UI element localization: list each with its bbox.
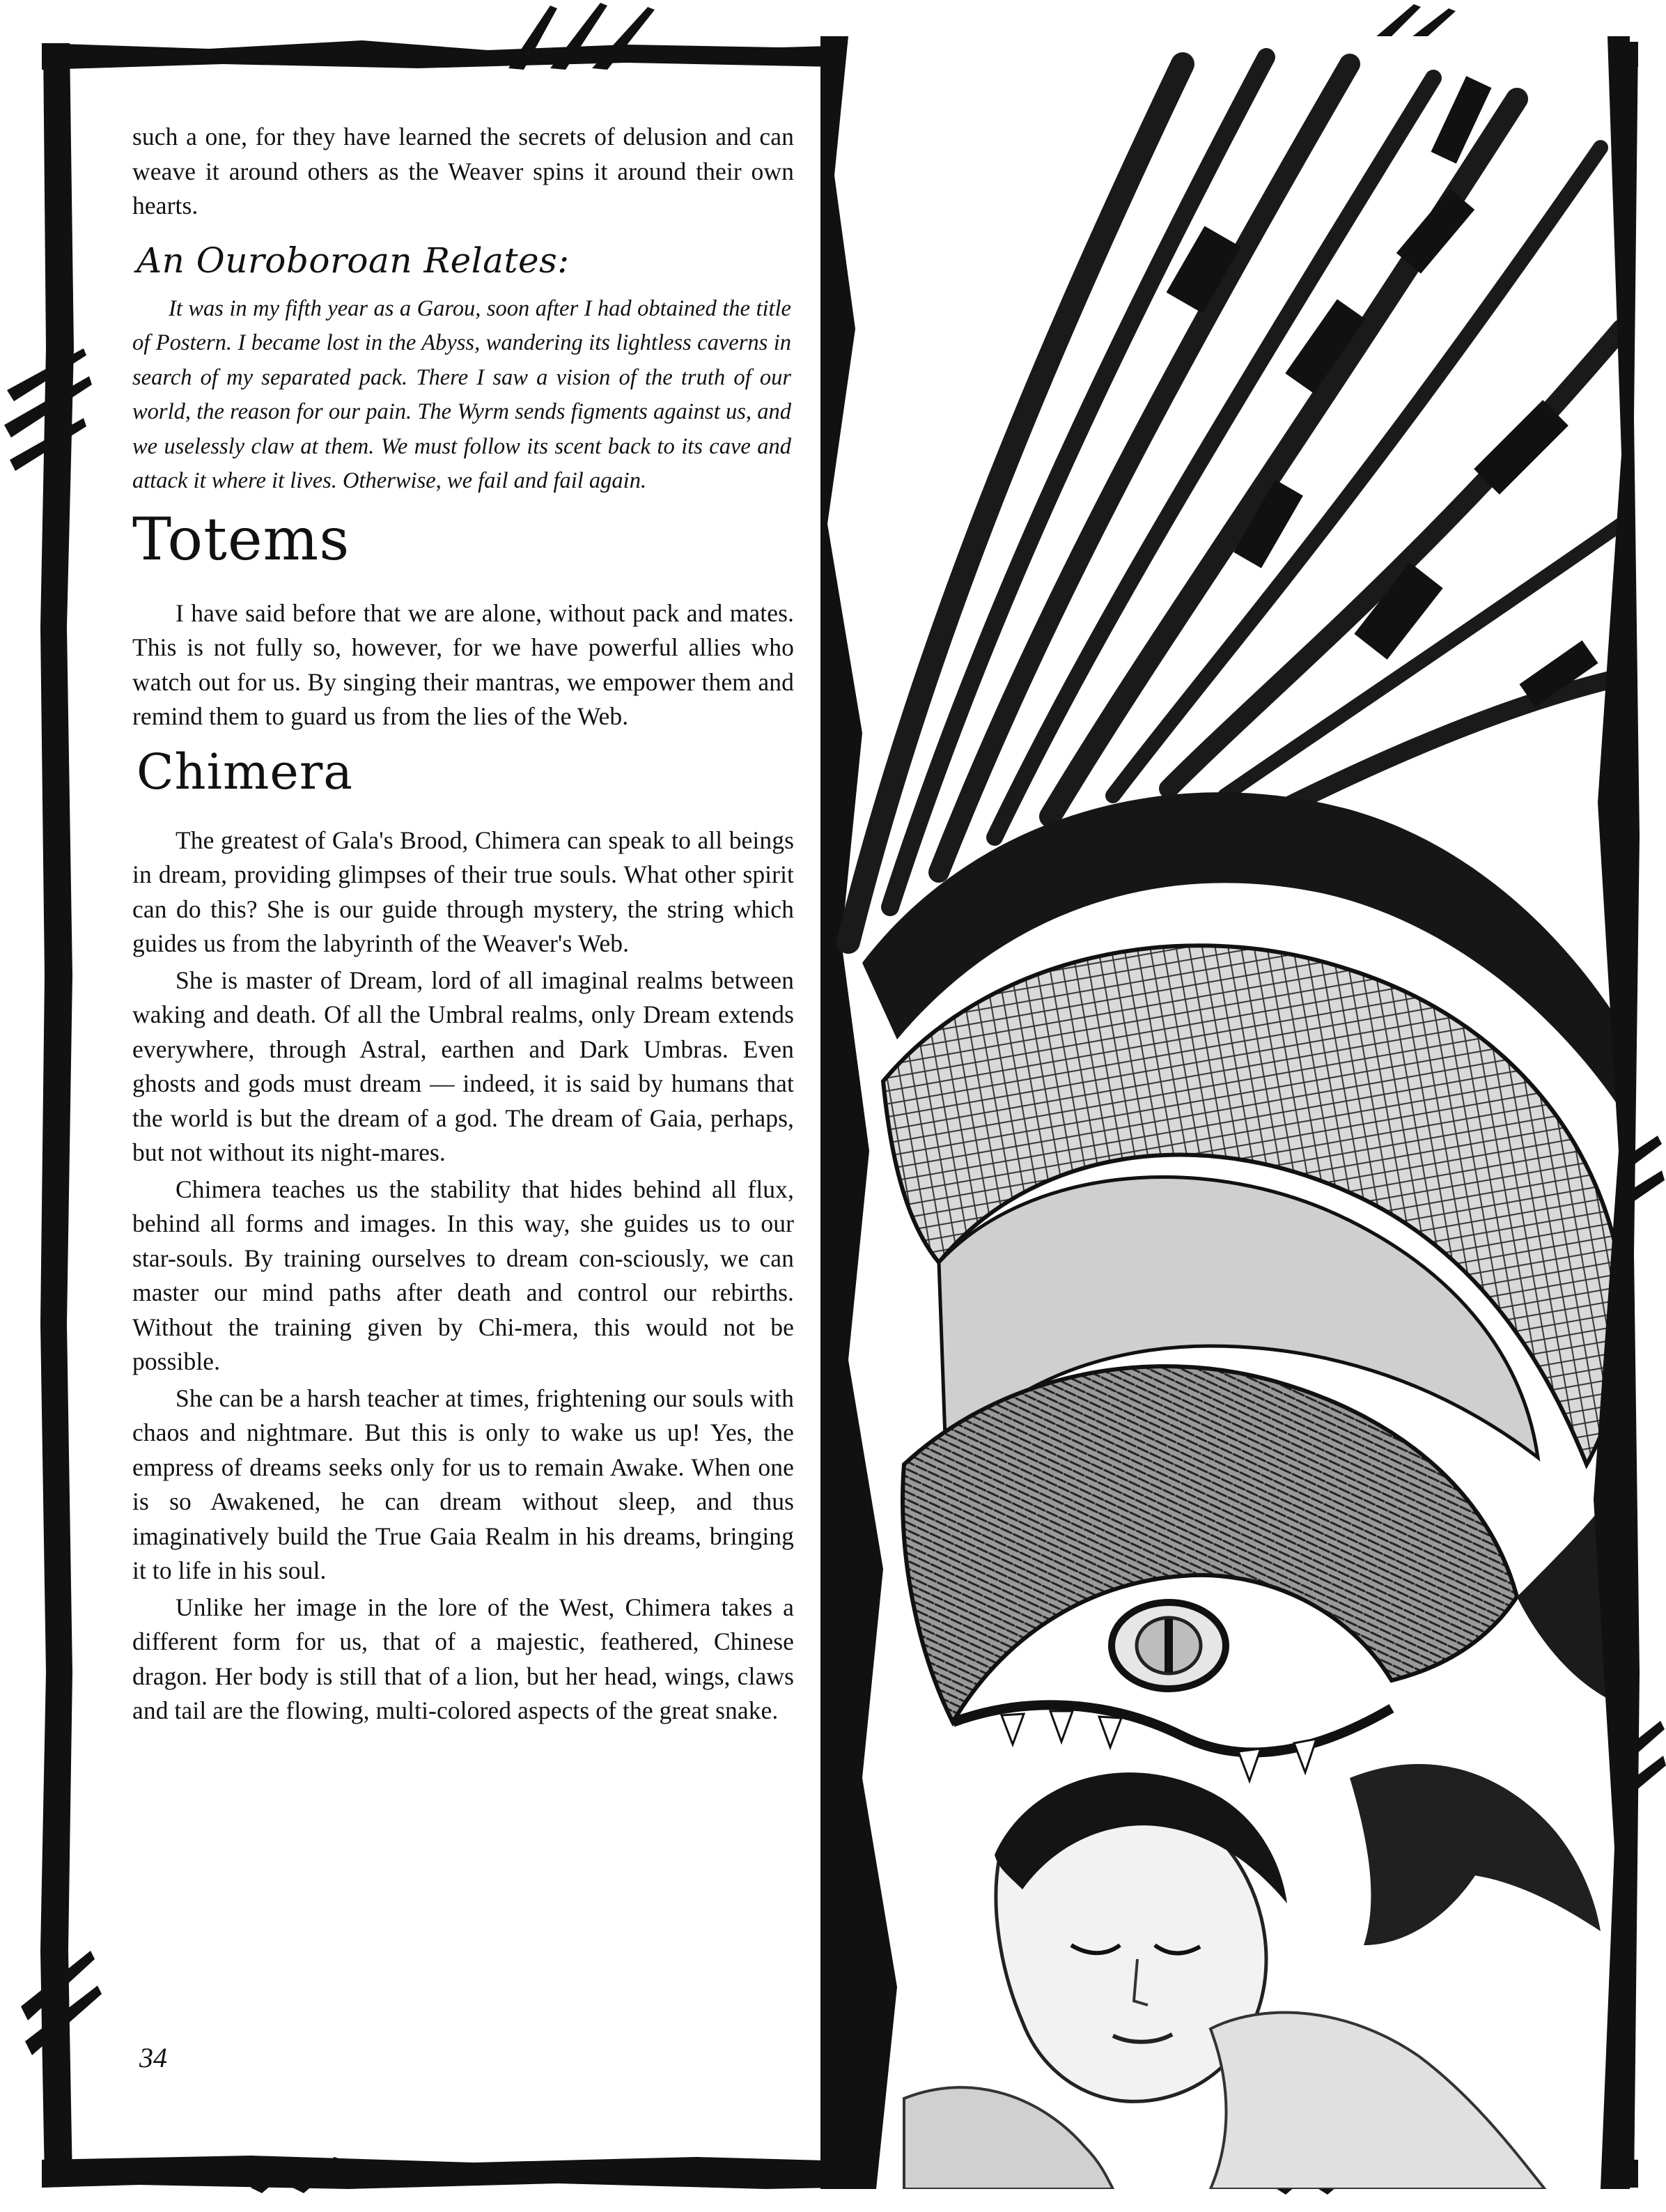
chimera-paragraph-3: Chimera teaches us the stability that hides behind all flux, behind all forms and images. In this way, she guides us to our star-souls. By training ourselves to dream con-sciously, we can master our mind paths after death and control our rebirths. Without the training given by Chi-mera, this would not be possible. [132,1175,794,1375]
totems-heading: Totems [132,504,350,573]
text-column [132,120,794,1728]
chimera-paragraph-1: The greatest of Gala's Brood, Chimera can speak to all beings in dream, providing glimpses of their true souls. What other spirit can do this? She is our guide through mystery, the string which guides us from the labyrinth of the Weaver's Web. [132,826,794,957]
intro-paragraph: such a one, for they have learned the secrets of delusion and can weave it around others as the Weaver spins it around their own hearts. [132,123,794,219]
chimera-paragraph-2: She is master of Dream, lord of all imaginal realms between waking and death. Of all the Umbral realms, only Dream extends everywhere, through Astral, earthen and Dark Umbras. Even ghosts and gods must dream — indeed, it is said by humans that the world is but the dream of a god. The dream of Gaia, perhaps, but not without its night-mares. [132,966,794,1166]
ouroboroan-heading: An Ouroboroan Relates: [137,240,570,281]
totems-paragraph: I have said before that we are alone, without pack and mates. This is not fully so, however, for we have powerful allies who watch out for us. By singing their mantras, we empower them and remind them to guard us from the lies of the Web. [132,598,794,730]
chimera-paragraph-4: She can be a harsh teacher at times, frightening our souls with chaos and nightmare. But this is only to wake us up! Yes, the empress of dreams seeks only for us to remain Awake. When one is so Awakened, he can dream without sleep, and thus imaginatively build the True Gaia Realm in his dreams, bringing it to life in his soul. [132,1384,794,1584]
chimera-paragraph-5: Unlike her image in the lore of the West, Chimera takes a different form for us, that of a majestic, feathered, Chinese dragon. Her body is still that of a lion, but her head, wings, claws and tail are the flowing, multi-colored aspects of the great snake. [132,1593,794,1724]
page-number: 34 [139,2042,167,2073]
ouroboroan-quote: It was in my fifth year as a Garou, soon after I had obtained the title of Postern. I became lost in the Abyss, wandering its lightless caverns in search of my separated pack. There I saw a vision of the truth of our world, the reason for our pain. The Wyrm sends figments against us, and we uselessly claw at them. We must follow its scent back to its cave and attack it where it lives. Otherwise, we fail and fail again. [132,295,791,493]
chimera-illustration [820,36,1630,2189]
chimera-heading: Chimera [137,743,354,801]
